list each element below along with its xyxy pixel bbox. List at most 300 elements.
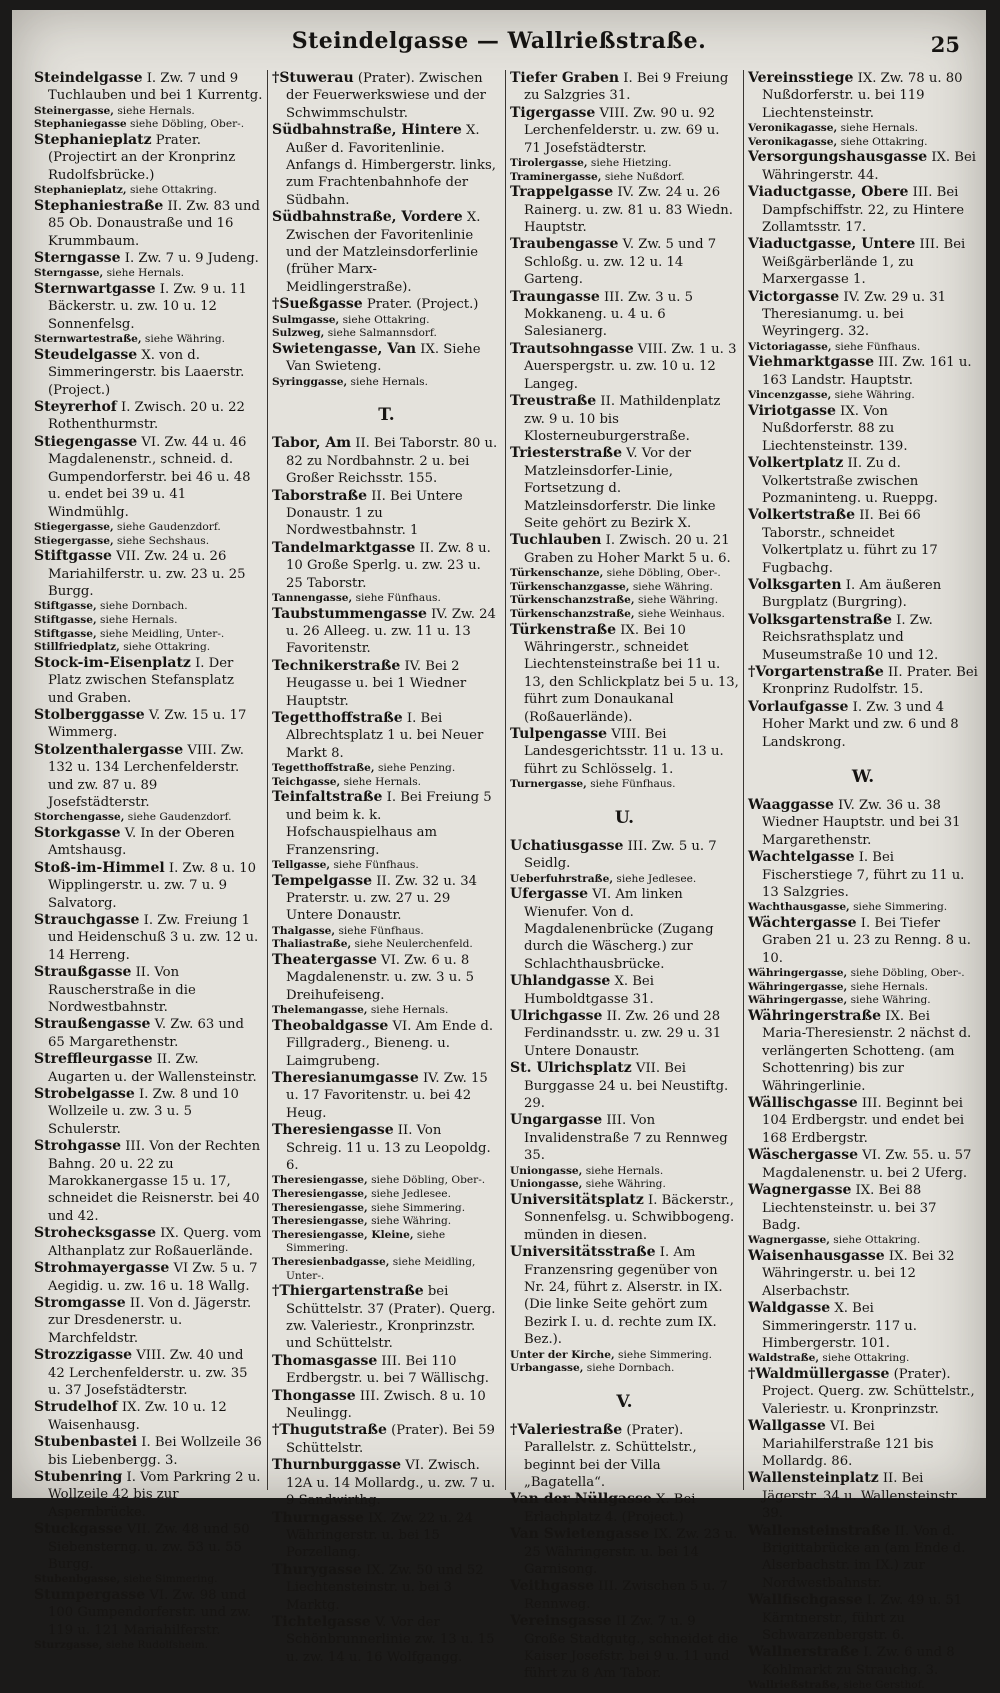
- street-name: Volksgartenstraße: [748, 611, 892, 628]
- street-description: siehe Ottakring.: [119, 641, 211, 654]
- street-description: II. Zw. 26 und 28 Ferdinandsstr. u. zw. 29 u. 31 Untere Donaustr.: [524, 1009, 722, 1059]
- street-entry: [272, 1510, 501, 1562]
- street-entry: [272, 488, 501, 540]
- street-name: Strozzigasse: [34, 1347, 133, 1364]
- street-entry: [510, 393, 739, 445]
- street-entry: [34, 742, 263, 812]
- street-name: Waldstraße,: [748, 1352, 820, 1365]
- cross-reference-entry: [34, 535, 263, 549]
- street-name: Währingergasse,: [748, 967, 848, 980]
- street-entry: [510, 445, 739, 532]
- street-description: IV. Zw. 15 u. 17 Favoritenstr. u. bei 42 Heug.: [286, 1071, 488, 1121]
- street-description: X. Bei Erlachplatz 4. (Project.): [524, 1492, 696, 1525]
- cross-reference-entry: [510, 157, 739, 171]
- cross-reference-entry: [748, 967, 978, 981]
- street-name: Vereinsgasse: [510, 1613, 612, 1630]
- street-name: Treustraße: [510, 393, 597, 410]
- street-description: II. Bei Taborstr. 80 u. 82 zu Nordbahnstr. 2 u. bei Großer Reichsstr. 155.: [286, 436, 498, 487]
- street-name: Theresiengasse,: [272, 1201, 368, 1214]
- street-description: siehe Hernals.: [340, 775, 422, 788]
- street-name: Tegetthoffstraße: [272, 709, 403, 726]
- street-description: Prater. (Project.): [362, 297, 479, 313]
- street-description: I. Zw. 7 u. 9 Judeng.: [120, 251, 259, 267]
- street-entry: [748, 797, 978, 849]
- street-name: Theresiengasse,: [272, 1215, 368, 1228]
- street-entry: [272, 1388, 501, 1423]
- street-entry: [510, 236, 739, 288]
- street-entry: [510, 1060, 739, 1112]
- street-name: Teichgasse,: [272, 775, 341, 788]
- cross-reference-entry: [510, 778, 739, 792]
- street-name: Trautsohngasse: [510, 340, 634, 357]
- street-entry: [510, 532, 739, 567]
- street-entry: [510, 1008, 739, 1060]
- street-description: IX. Bei 32 Währingerstr. u. bei 12 Alserbachstr.: [762, 1248, 955, 1299]
- street-description: VIII. Bei Landesgerichtsstr. 11 u. 13 u. führt zu Schlösselg. 1.: [524, 726, 724, 777]
- street-entry: [34, 912, 263, 964]
- street-name: Ueberfuhrstraße,: [510, 872, 614, 885]
- street-description: II. Von Schreig. 11 u. 13 zu Leopoldg. 6.: [286, 1123, 491, 1174]
- street-description: V. Zw. 15 u. 17 Wimmerg.: [48, 707, 247, 741]
- street-name: Volkertstraße: [748, 507, 856, 524]
- street-description: I. Zw. 49 u. 51 Kärntnerstr., führt zu Schwarzenbergstr. 6.: [762, 1593, 963, 1644]
- street-name: Uniongasse,: [510, 1164, 583, 1177]
- street-entry: [510, 726, 739, 778]
- running-head: Steindelgasse — Wallrießstraße.: [291, 28, 707, 54]
- street-description: IX. Zw. 78 u. 80 Nußdorferstr. u. bei 119 Liechtensteinstr.: [762, 71, 963, 121]
- cross-reference-entry: [510, 1165, 739, 1179]
- street-entry: [34, 1225, 263, 1260]
- street-entry: [34, 198, 263, 250]
- street-name: Währingerstraße: [748, 1008, 882, 1025]
- street-name: Victoriagasse,: [748, 340, 832, 353]
- street-name: Türkenstraße: [510, 621, 617, 638]
- street-name: Universitätsstraße: [510, 1244, 656, 1261]
- street-entry: [34, 434, 263, 521]
- street-description: IV. Zw. 24 u. 26 Rainerg. u. zw. 81 u. 83 Wiedn. Hauptstr.: [524, 185, 733, 236]
- street-description: II. Zw. 8 u. 10 Große Sperlg. u. zw. 23 u. 25 Taborstr.: [286, 540, 491, 591]
- street-name: Stumpergasse: [34, 1587, 146, 1603]
- street-description: X. Bei Humboldtgasse 31.: [524, 974, 654, 1007]
- street-description: siehe Ottakring.: [819, 1352, 910, 1365]
- street-name: †Thugutstraße: [272, 1422, 387, 1439]
- street-name: Tempelgasse: [272, 872, 373, 889]
- street-description: II. Bei Untere Donaustr. 1 zu Nordwestbahnstr. 1: [286, 488, 463, 539]
- street-description: siehe Rudolfsheim.: [102, 1639, 209, 1652]
- section-letter: V.: [616, 1391, 633, 1412]
- street-name: Wäschergasse: [748, 1147, 858, 1164]
- cross-reference-entry: [272, 592, 501, 606]
- street-description: siehe Penzing.: [374, 762, 456, 775]
- street-name: Theresiengasse, Kleine,: [272, 1228, 414, 1241]
- street-description: X. von d. Simmeringerstr. bis Laaerstr. (Project.): [48, 347, 245, 398]
- street-name: Stiftgasse: [34, 548, 112, 565]
- street-description: VIII. Zw. 1 u. 3 Auerspergstr. u. zw. 10 u. 12 Langeg.: [524, 341, 737, 392]
- street-name: Thomasgasse: [272, 1352, 378, 1369]
- street-description: I. Bei Tiefer Graben 21 u. 23 zu Renng. 8 u. 10.: [762, 916, 971, 966]
- street-entry: [510, 70, 739, 105]
- street-description: siehe Fünfhaus.: [330, 859, 419, 871]
- street-name: Viehmarktgasse: [748, 354, 874, 371]
- street-name: Sternwartestraße,: [34, 333, 142, 346]
- street-description: I. Am äußeren Burgplatz (Burgring).: [762, 577, 942, 611]
- column-3: [506, 70, 744, 1682]
- cross-reference-entry: [272, 938, 501, 952]
- street-description: III. Beginnt bei 104 Erdbergstr. und endet bei 168 Erdbergstr.: [762, 1096, 965, 1146]
- street-name: Südbahnstraße, Vordere: [272, 209, 463, 226]
- street-entry: [748, 699, 978, 751]
- street-name: Tiefer Graben: [510, 70, 620, 86]
- street-description: IX. Bei 10 Währingerstr., schneidet Liechtensteinstraße bei 11 u. 13, den Schlickplatz bei 5 u. 13, führt zum Donaukanal (Roßauerlände).: [524, 622, 739, 725]
- street-entry: [34, 281, 263, 333]
- street-entry: [272, 70, 501, 122]
- street-entry: [272, 122, 501, 209]
- section-letter: U.: [614, 807, 635, 828]
- street-entry: [34, 250, 263, 267]
- street-entry: [748, 577, 978, 612]
- street-description: I. Zw. 9 u. 11 Bäckerstr. u. zw. 10 u. 12 Sonnenfelsg.: [48, 282, 247, 332]
- street-name: Theresiengasse: [272, 1122, 394, 1139]
- street-entry: [34, 1051, 263, 1086]
- street-description: I. Zw. Freiung 1 und Heidenschuß 3 u. zw. 12 u. 14 Herreng.: [48, 912, 259, 963]
- street-description: siehe Hernals.: [113, 104, 195, 117]
- street-name: Sturzgasse,: [34, 1639, 103, 1652]
- cross-reference-entry: [34, 628, 263, 642]
- street-description: siehe Neulerchenfeld.: [351, 938, 473, 951]
- street-description: siehe Dornbach.: [96, 600, 188, 613]
- street-name: Urbangasse,: [510, 1362, 584, 1375]
- street-description: VI. Zw. 98 und 100 Gumpendorferstr. und zw. 119 u. 121 Mariahilferstr.: [48, 1588, 252, 1638]
- street-description: VI. Am Ende d. Fillgraderg., Bieneng. u. Laimgrubeng.: [286, 1018, 494, 1069]
- street-entry: [272, 1422, 501, 1457]
- street-name: Waldgasse: [748, 1300, 831, 1317]
- street-description: siehe Simmering.: [614, 1348, 713, 1361]
- street-name: Wallfischgasse: [748, 1592, 863, 1609]
- street-description: VIII. Zw. 40 und 42 Lerchenfelderstr. u. zw. 35 u. 37 Josefstädterstr.: [48, 1348, 248, 1398]
- street-description: bei Schüttelstr. 37 (Prater). Querg. zw. Valeriestr., Kronprinzstr. und Schüttelstr.: [286, 1284, 496, 1352]
- street-name: Stiegengasse: [34, 433, 138, 450]
- cross-reference-entry: [34, 267, 263, 281]
- street-name: Wallnerstraße: [748, 1644, 860, 1661]
- cross-reference-entry: [272, 1256, 501, 1283]
- street-description: siehe Jedlesee.: [613, 872, 697, 885]
- street-entry: [272, 209, 501, 296]
- cross-reference-entry: [748, 1679, 978, 1693]
- street-description: siehe Fünfhaus.: [831, 340, 921, 353]
- street-entry: [748, 507, 978, 577]
- street-description: IX. Zw. 22 u. 24 Währingerstr. u. bei 15 Porzellang.: [286, 1510, 473, 1561]
- cross-reference-entry: [510, 171, 739, 185]
- street-entry: [272, 1122, 501, 1174]
- street-description: II. Bei 66 Taborstr., schneidet Volkertplatz u. führt zu 17 Fugbachg.: [762, 508, 938, 576]
- street-name: Stiegergasse,: [34, 520, 114, 533]
- street-entry: [272, 341, 501, 376]
- street-name: Steudelgasse: [34, 346, 138, 363]
- cross-reference-entry: [272, 762, 501, 776]
- street-description: IX. Zw. 23 u. 25 Währingerstr. u. bei 14 Garnisong.: [524, 1527, 738, 1577]
- street-name: Theobaldgasse: [272, 1017, 389, 1034]
- street-description: VI. Bei Mariahilferstraße 121 bis Mollardg. 86.: [762, 1419, 934, 1469]
- street-description: I. Zw. 8 u. 10 Wipplingerstr. u. zw. 7 u. 9 Salvatorg.: [48, 860, 256, 911]
- street-name: Wachtelgasse: [748, 849, 855, 866]
- street-name: Storchengasse,: [34, 811, 125, 824]
- street-name: †Sueßgasse: [272, 296, 363, 313]
- street-entry: [34, 1469, 263, 1521]
- column-2: [268, 70, 506, 1665]
- street-entry: [748, 1095, 978, 1147]
- street-description: VII. Zw. 48 und 50 Siebensterng. u. zw. 53 u. 55 Burgg.: [48, 1522, 250, 1572]
- street-name: Vincenzgasse,: [748, 389, 832, 402]
- street-name: Sterngasse: [34, 250, 121, 267]
- cross-reference-entry: [748, 389, 978, 403]
- street-name: Tegetthoffstraße,: [272, 762, 375, 775]
- cross-reference-entry: [748, 981, 978, 995]
- street-name: Thurngasse: [272, 1509, 364, 1526]
- street-description: III. Zw. 3 u. 5 Mokkaneng. u. 4 u. 6 Salesianerg.: [524, 289, 694, 340]
- street-name: Tandelmarktgasse: [272, 539, 416, 556]
- street-description: VI Zw. 5 u. 7 Aegidig. u. zw. 16 u. 18 Wallg.: [48, 1261, 258, 1294]
- cross-reference-entry: [748, 1352, 978, 1366]
- street-description: II. Zw. Augarten u. der Wallensteinstr.: [48, 1052, 257, 1085]
- street-entry: [34, 1521, 263, 1573]
- street-description: I. Bäckerstr., Sonnenfelsg. u. Schwibbogeng. münden in diesen.: [524, 1192, 735, 1243]
- street-description: siehe Hernals.: [837, 122, 919, 135]
- street-name: Technikerstraße: [272, 657, 401, 674]
- street-description: siehe Döbling, Ober-.: [847, 967, 965, 980]
- street-entry: [510, 105, 739, 157]
- street-description: II. Bei Jägerstr. 34 u. Wallensteinstr. 39.: [762, 1471, 960, 1522]
- street-description: siehe Währing.: [847, 994, 931, 1007]
- street-name: Straußengasse: [34, 1016, 151, 1033]
- street-entry: [748, 1248, 978, 1300]
- street-name: Währingergasse,: [748, 994, 848, 1007]
- street-description: siehe Fünfhaus.: [586, 778, 676, 791]
- street-name: Stoß-im-Himmel: [34, 859, 165, 876]
- street-description: III. Bei Dampfschiffstr. 22, zu Hintere Zollamtsstr. 17.: [762, 185, 965, 236]
- street-description: I. Bei Albrechtsplatz 1 u. bei Neuer Markt 8.: [286, 710, 484, 761]
- street-name: Viriotgasse: [748, 402, 836, 419]
- street-description: siehe Döbling, Ober-.: [367, 1174, 486, 1187]
- street-name: Theatergasse: [272, 952, 377, 968]
- street-description: (Prater). Zwischen der Feuerwerkswiese und der Schwimmschulstr.: [286, 71, 486, 121]
- street-description: VI. Am linken Wienufer. Von d. Magdalenenbrücke (Zugang durch die Wäscherg.) zur Schlachthausbrücke.: [524, 887, 714, 972]
- street-description: siehe Ottakring.: [829, 1234, 921, 1247]
- street-name: Ufergasse: [510, 886, 589, 903]
- street-entry: [510, 1244, 739, 1348]
- street-entry: [34, 964, 263, 1016]
- street-name: Theresiengasse,: [272, 1174, 368, 1187]
- street-name: Tulpengasse: [510, 725, 608, 742]
- street-entry: [748, 849, 978, 901]
- section-letter: W.: [851, 767, 875, 787]
- street-name: Tabor, Am: [272, 435, 352, 452]
- street-name: Turnergasse,: [510, 778, 587, 791]
- cross-reference-entry: [748, 122, 978, 136]
- street-description: siehe Ottakring.: [339, 313, 430, 326]
- street-description: I. Bei Freiung 5 und beim k. k. Hofschauspielhaus am Franzensring.: [286, 790, 492, 858]
- street-entry: [272, 1353, 501, 1388]
- street-description: II. Von d. Jägerstr. zur Dresdenerstr. u. Marchfeldstr.: [48, 1295, 252, 1346]
- street-description: II. Zw. 83 und 85 Ob. Donaustraße und 16 Krummbaum.: [48, 198, 260, 249]
- street-description: III. Von Invalidenstraße 7 zu Rennweg 35.: [524, 1113, 728, 1164]
- cross-reference-entry: [510, 594, 739, 608]
- street-description: II. Zw. 32 u. 34 Praterstr. u. zw. 27 u. 29 Untere Donaustr.: [286, 873, 477, 924]
- cross-reference-entry: [510, 581, 739, 595]
- street-description: siehe Währing.: [831, 389, 915, 402]
- street-description: V. Zw. 63 und 65 Margarethenstr.: [48, 1017, 244, 1050]
- street-description: IX. Bei Maria-Theresienstr. 2 nächst d. verlängerten Schotteng. (am Schottenring) bis zur Währingerlinie.: [762, 1009, 972, 1094]
- street-description: I. Am Franzensring gegenüber von Nr. 24, führt z. Alserstr. in IX. (Die linke Seite gehört zum Bezirk I. u. d. rechte zum IX. Bez.).: [524, 1245, 723, 1348]
- cross-reference-entry: [34, 641, 263, 655]
- street-entry: [510, 973, 739, 1008]
- cross-reference-entry: [272, 327, 501, 341]
- street-entry: [748, 1182, 978, 1234]
- street-description: I. Bei Fischerstiege 7, führt zu 11 u. 13 Salzgries.: [762, 850, 965, 901]
- street-entry: [34, 707, 263, 742]
- street-name: Syringgasse,: [272, 375, 348, 388]
- street-description: siehe Hietzing.: [587, 157, 672, 170]
- street-name: Straußgasse: [34, 964, 132, 981]
- street-description: IV. Zw. 29 u. 31 Theresianumg. u. bei Weyringerg. 32.: [762, 289, 947, 340]
- street-description: X. Zwischen der Favoritenlinie und der Matzleinsdorferlinie (früher Marx-Meidlingerstraße).: [286, 210, 481, 295]
- street-name: Thaliastraße,: [272, 938, 352, 951]
- cross-reference-entry: [34, 184, 263, 198]
- street-name: Viaductgasse, Untere: [748, 236, 916, 253]
- street-description: I. Vom Parkring 2 u. Wollzeile 42 bis zur Aspernbrücke.: [48, 1469, 261, 1520]
- street-description: V. Vor der Matzleinsdorfer-Linie, Fortsetzung d. Matzleinsdorferstr. Die linke Seite gehört zu Bezirk X.: [524, 446, 716, 531]
- street-description: IX. Zw. 10 u. 12 Waisenhausg.: [48, 1400, 227, 1433]
- street-name: †Valeriestraße: [510, 1421, 623, 1438]
- street-name: Unter der Kirche,: [510, 1348, 615, 1361]
- street-name: Theresianumgasse: [272, 1070, 419, 1087]
- directory-page: [12, 10, 986, 1692]
- street-entry: [510, 886, 739, 973]
- street-entry: [510, 341, 739, 393]
- street-description: VI. Zw. 55. u. 57 Magdalenenstr. u. bei 2 Uferg.: [762, 1148, 972, 1181]
- cross-reference-entry: [748, 136, 978, 150]
- column-4: [744, 70, 982, 1692]
- street-entry: [510, 184, 739, 236]
- street-name: Vereinsstiege: [748, 70, 854, 86]
- street-description: II. Von Rauscherstraße in die Nordwestbahnstr.: [48, 965, 196, 1015]
- street-description: II. Zu d. Volkertstraße zwischen Pozmaninteng. u. Rueppg.: [762, 456, 938, 506]
- street-description: IX. Von Nußdorferstr. 88 zu Liechtensteinstr. 139.: [762, 403, 908, 454]
- street-description: III. Von der Rechten Bahng. 20 u. 22 zu Marokkanergasse 15 u. 17, schneidet die Reisnerstr. bei 40 und 42.: [48, 1139, 261, 1224]
- street-entry: [272, 1614, 501, 1666]
- street-name: Ulrichgasse: [510, 1008, 603, 1025]
- street-description: X. Außer d. Favoritenlinie. Anfangs d. Himbergerstr. links, zum Frachtenbahnhofe der Südbahn.: [286, 123, 496, 208]
- street-entry: [34, 1434, 263, 1469]
- street-name: Wallrießstraße,: [748, 1679, 841, 1692]
- street-name: Ungargasse: [510, 1112, 603, 1129]
- street-entry: [272, 296, 501, 313]
- street-name: Veronikagasse,: [748, 122, 838, 135]
- street-name: Thelemangasse,: [272, 1004, 368, 1017]
- street-description: siehe Gaudenzdorf.: [113, 520, 221, 533]
- street-name: Volksgarten: [748, 576, 842, 593]
- street-description: II. Prater. Bei Kronprinz Rudolfstr. 15.: [762, 664, 978, 698]
- street-description: I. Bei 9 Freiung zu Salzgries 31.: [524, 71, 729, 104]
- cross-reference-entry: [272, 859, 501, 873]
- street-entry: [510, 289, 739, 341]
- street-name: Stephaniestraße: [34, 197, 164, 214]
- street-description: VI. Zwisch. 12A u. 14 Mollardg., u. zw. 7 u. 9 Sandwirthg.: [286, 1458, 496, 1509]
- street-name: Strohecksgasse: [34, 1225, 157, 1242]
- street-name: Taubstummengasse: [272, 605, 427, 622]
- street-description: V. In der Oberen Amtshausg.: [48, 825, 235, 859]
- street-name: Wagnergasse,: [748, 1234, 830, 1247]
- street-description: I. Zw. 6 und 8 Kohlmarkt zu Strauchg. 3.: [762, 1645, 955, 1678]
- street-description: siehe Jedlesee.: [367, 1188, 451, 1201]
- street-description: Prater. (Projectirt an der Kronprinz Rudolfsbrücke.): [48, 133, 236, 183]
- street-entry: [510, 1491, 739, 1526]
- street-description: (Prater). Bei 59 Schüttelstr.: [286, 1423, 495, 1456]
- street-name: Thurygasse: [272, 1561, 362, 1578]
- cross-reference-entry: [510, 1178, 739, 1192]
- street-entry: [510, 1112, 739, 1164]
- street-name: Wällischgasse: [748, 1095, 858, 1112]
- street-name: Türkenschanzstraße,: [510, 607, 635, 620]
- street-entry: [34, 1086, 263, 1138]
- street-entry: [510, 1526, 739, 1578]
- street-name: Sulzweg,: [272, 327, 325, 340]
- street-name: Uhlandgasse: [510, 973, 611, 990]
- street-index-columns: [30, 70, 982, 1692]
- section-letter: T.: [378, 405, 395, 426]
- street-description: siehe Hernals.: [347, 375, 428, 388]
- street-entry: [272, 435, 501, 487]
- cross-reference-entry: [34, 600, 263, 614]
- street-name: Stubenbgasse,: [34, 1573, 121, 1586]
- street-entry: [34, 1587, 263, 1639]
- street-name: Stillfriedplatz,: [34, 641, 120, 654]
- street-name: Volkertplatz: [748, 455, 844, 472]
- cross-reference-entry: [272, 1229, 501, 1256]
- street-entry: [748, 1523, 978, 1593]
- street-description: I. Zw. Reichsrathsplatz und Museumstraße 10 und 12.: [762, 612, 939, 663]
- street-name: Sulmgasse,: [272, 313, 340, 326]
- street-description: siehe Salmannsdorf.: [324, 327, 437, 340]
- street-entry: [34, 548, 263, 600]
- street-name: Theresienbadgasse,: [272, 1256, 390, 1269]
- street-name: Trappelgasse: [510, 184, 614, 201]
- street-name: Stolberggasse: [34, 706, 145, 723]
- street-description: siehe Simmering.: [286, 1228, 446, 1255]
- street-entry: [510, 1578, 739, 1613]
- street-entry: [272, 1018, 501, 1070]
- street-entry: [748, 1418, 978, 1470]
- street-entry: [748, 289, 978, 341]
- street-entry: [748, 455, 978, 507]
- street-description: II. Von d. Brigittabrücke an (am Ende d. Alserbachstr. im IX.) zur Nordwestbahnstr.: [762, 1523, 966, 1591]
- cross-reference-entry: [34, 118, 263, 132]
- street-entry: [748, 664, 978, 699]
- street-name: Strobelgasse: [34, 1086, 135, 1103]
- street-description: siehe Hernals.: [582, 1164, 664, 1177]
- street-description: IV. Zw. 36 u. 38 Wiedner Hauptstr. und bei 31 Margarethenstr.: [762, 798, 961, 848]
- street-name: Stiftgasse,: [34, 627, 97, 640]
- street-description: VI. Zw. 44 u. 46 Magdalenenstr., schneid. d. Gumpendorferstr. bei 46 u. 48 u. endet bei 39 u. 41 Windmühlg.: [48, 434, 251, 520]
- street-description: IX. Bei Währingerstr. 44.: [762, 150, 977, 183]
- street-entry: [748, 1644, 978, 1679]
- street-description: I. Zw. 7 und 9 Tuchlauben und bei 1 Kurrentg.: [48, 71, 263, 104]
- street-description: siehe Währing.: [141, 333, 225, 346]
- street-entry: [34, 1347, 263, 1399]
- street-entry: [748, 354, 978, 389]
- street-entry: [272, 658, 501, 710]
- street-name: Traminergasse,: [510, 170, 602, 183]
- street-name: Tigergasse: [510, 104, 596, 121]
